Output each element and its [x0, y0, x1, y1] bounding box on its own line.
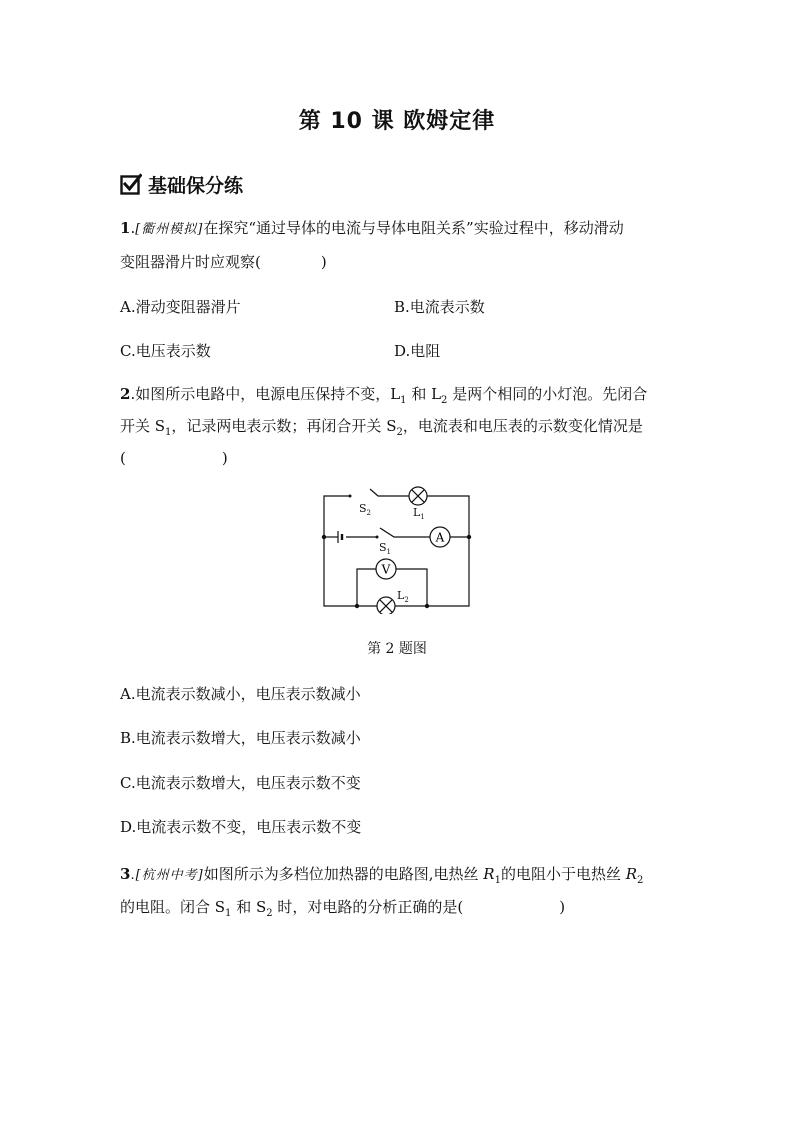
q2-option-a: A.电流表示数减小，电压表示数减小: [120, 685, 361, 703]
switch-s1: [380, 528, 430, 537]
q1-source: [衢州模拟]: [135, 222, 204, 237]
q1-option-a: A.滑动变阻器滑片: [120, 298, 241, 316]
wire: [324, 537, 377, 606]
q3-number: 3: [120, 865, 131, 883]
switch-s2: [370, 489, 409, 496]
q3-line-1: 3.[杭州中考]如图所示为多档位加热器的电路图,电热丝 $R_1$的电阻小于电热丝 $R_2$: [120, 865, 644, 886]
q2-option-b: B.电流表示数增大，电压表示数减小: [120, 729, 361, 747]
q2-number: 2: [120, 385, 131, 403]
q2-line-3: ( ): [120, 449, 228, 467]
ammeter-label: A: [435, 530, 445, 545]
q1-number: 1: [120, 219, 131, 237]
figure-caption: 第 2 题图: [367, 641, 427, 657]
q2-line-1: 2.如图所示电路中，电源电压保持不变，$L_1$ 和 $L_2$ 是两个相同的小灯泡。先闭合: [120, 385, 648, 406]
section-header: [120, 170, 243, 198]
section-title: 基础保分练: [148, 174, 244, 197]
wire: [324, 496, 350, 537]
s2-label: $S_2$: [359, 502, 372, 517]
lamp-l2-icon: [377, 597, 395, 614]
q3-line-2: 的电阻。闭合 $S_1$ 和 $S_2$ 时，对电路的分析正确的是( ): [120, 898, 566, 919]
wire: [357, 569, 376, 606]
junction-dot: [322, 535, 326, 539]
q1-stem-2: 变阻器滑片时应观察(: [120, 253, 261, 271]
q1-line-1: 1.[衢州模拟]在探究“通过导体的电流与导体电阻关系”实验过程中，移动滑动: [120, 219, 624, 237]
s1-label: $S_1$: [379, 541, 392, 556]
voltmeter-label: V: [381, 562, 391, 577]
q2-line-2: 开关 $S_1$，记录两电表示数；再闭合开关 $S_2$，电流表和电压表的示数变化情况是: [120, 417, 643, 438]
switch-s1-contact: [376, 536, 379, 539]
switch-s2-contact: [349, 495, 352, 498]
circuit-diagram: [318, 484, 474, 614]
junction-dot: [467, 535, 471, 539]
q1-stem-1: 在探究“通过导体的电流与导体电阻关系”实验过程中，移动滑动: [203, 219, 624, 237]
l2-label: $L_2$: [397, 589, 409, 604]
q2-option-c: C.电流表示数增大，电压表示数不变: [120, 774, 361, 792]
q3-source: .[杭州中考]: [130, 868, 204, 883]
l1-label: $L_1$: [413, 506, 425, 521]
q1-option-b: B.电流表示数: [394, 298, 485, 316]
q2-option-d: D.电流表示数不变，电压表示数不变: [120, 818, 362, 836]
page-title: 第 10 课 欧姆定律: [298, 109, 496, 134]
junction-dot: [425, 604, 429, 608]
checkbox-check-icon: [120, 173, 142, 195]
lamp-l1-icon: [409, 487, 427, 505]
q1-option-c: C.电压表示数: [120, 342, 211, 360]
junction-dot: [355, 604, 359, 608]
q1-option-d: D.电阻: [394, 342, 441, 360]
q1-line-2: 变阻器滑片时应观察( ): [120, 253, 327, 271]
